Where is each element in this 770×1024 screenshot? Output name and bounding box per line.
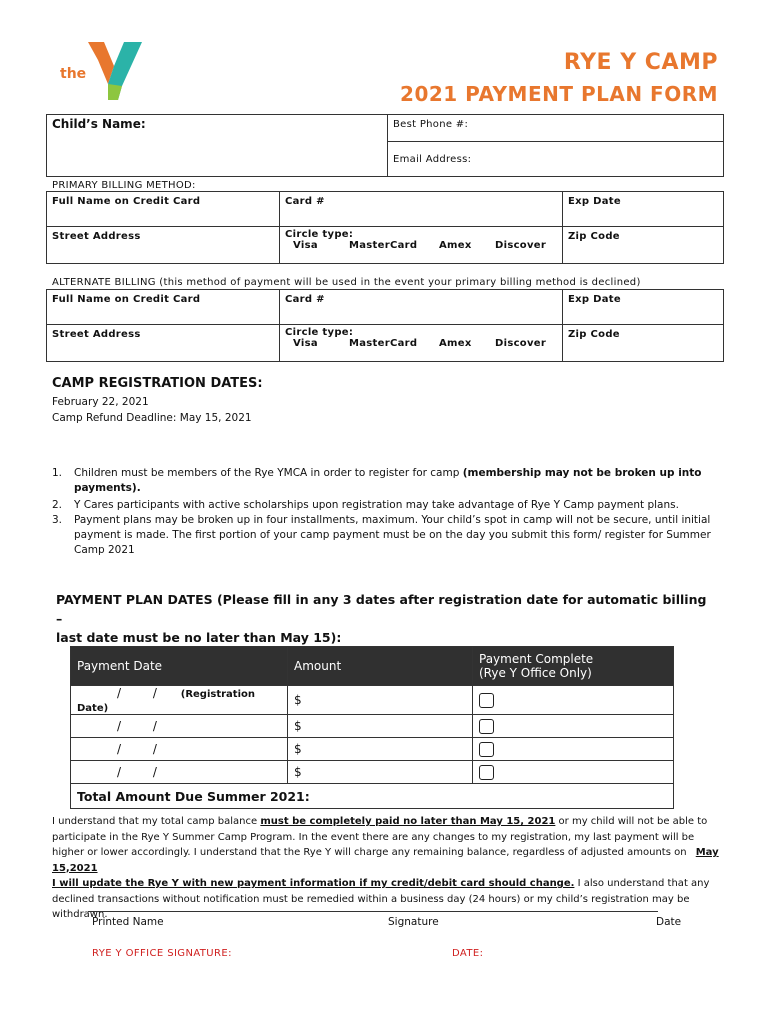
rule-item: 1. Children must be members of the Rye YMCA in order to register for camp (membership may not be broken up into payments). xyxy=(52,467,702,494)
alternate-type-mastercard[interactable]: MasterCard xyxy=(349,338,418,349)
rule-item: 2. Y Cares participants with active scholarships upon registration may take advantage of Rye Y Camp payment plans. xyxy=(52,499,679,511)
email-label: Email Address: xyxy=(393,154,472,165)
contact-table xyxy=(46,114,724,177)
alternate-name-label: Full Name on Credit Card xyxy=(52,294,201,305)
payment-table xyxy=(70,646,674,809)
amount-field-1[interactable]: $ xyxy=(288,686,473,715)
primary-circle-label: Circle type: xyxy=(285,229,354,240)
primary-type-visa[interactable]: Visa xyxy=(293,240,318,251)
alternate-billing-table xyxy=(46,289,724,362)
primary-type-discover[interactable]: Discover xyxy=(495,240,547,251)
complete-checkbox-1[interactable] xyxy=(479,693,494,708)
primary-name-label: Full Name on Credit Card xyxy=(52,196,201,207)
child-name-label: Child’s Name: xyxy=(52,117,146,131)
payment-plan-heading: PAYMENT PLAN DATES (Please fill in any 3 dates after registration date for automatic billing – last date must be no later than May 15): xyxy=(56,592,707,645)
total-amount-field[interactable] xyxy=(71,784,674,809)
alternate-card-type-field[interactable] xyxy=(280,325,563,362)
office-signature-label: RYE Y OFFICE SIGNATURE: xyxy=(92,948,232,959)
alternate-circle-label: Circle type: xyxy=(285,327,354,338)
printed-name-label: Printed Name xyxy=(92,916,164,928)
alternate-card-field[interactable] xyxy=(280,290,563,325)
alternate-billing-label: ALTERNATE BILLING (this method of payment will be used in the event your primary billing method is declined) xyxy=(52,277,641,288)
primary-type-mastercard[interactable]: MasterCard xyxy=(349,240,418,251)
signature-label: Signature xyxy=(388,916,439,928)
complete-cell-1 xyxy=(473,686,674,715)
primary-billing-table xyxy=(46,191,724,264)
registration-heading: CAMP REGISTRATION DATES: xyxy=(52,376,263,391)
payment-date-field-4[interactable]: / / xyxy=(71,761,288,784)
amount-field-4[interactable]: $ xyxy=(288,761,473,784)
total-row xyxy=(71,784,674,809)
child-name-field[interactable] xyxy=(47,115,388,177)
payment-table-header xyxy=(71,647,674,686)
payment-date-field-2[interactable]: / / xyxy=(71,715,288,738)
primary-card-field[interactable] xyxy=(280,192,563,227)
primary-zip-label: Zip Code xyxy=(568,231,620,242)
complete-cell-3 xyxy=(473,738,674,761)
phone-field[interactable] xyxy=(388,115,724,142)
table-row xyxy=(71,761,674,784)
alternate-type-amex[interactable]: Amex xyxy=(439,338,472,349)
primary-exp-field[interactable] xyxy=(563,192,724,227)
alternate-zip-label: Zip Code xyxy=(568,329,620,340)
complete-cell-2 xyxy=(473,715,674,738)
col-amount: Amount xyxy=(288,647,473,686)
table-row xyxy=(71,738,674,761)
refund-deadline: Camp Refund Deadline: May 15, 2021 xyxy=(52,412,252,424)
primary-card-type-field[interactable] xyxy=(280,227,563,264)
alternate-exp-field[interactable] xyxy=(563,290,724,325)
registration-date: February 22, 2021 xyxy=(52,396,149,408)
agreement-text: I understand that my total camp balance must be completely paid no later than May 15, 2021 or my child will not be able to participate in the Rye Y Summer Camp Program. In the event there are any changes to my registration, my last payment will be higher or lower accordingly. I understand that the Rye Y will charge any remaining balance, regardless of adjusted amounts on May 15,2021 I will update the Rye Y with new payment information if my credit/debit card should change. I also understand that any declined transactions without notification must be remedied within a business day (24 hours) or my child’s registration may be withdrawn. xyxy=(52,816,719,920)
complete-cell-4 xyxy=(473,761,674,784)
payment-date-field-3[interactable]: / / xyxy=(71,738,288,761)
complete-checkbox-4[interactable] xyxy=(479,765,494,780)
payment-date-field-1[interactable]: / / (Registration Date) xyxy=(71,686,288,715)
alternate-card-label: Card # xyxy=(285,294,325,305)
primary-type-amex[interactable]: Amex xyxy=(439,240,472,251)
primary-card-label: Card # xyxy=(285,196,325,207)
amount-field-2[interactable]: $ xyxy=(288,715,473,738)
table-row xyxy=(71,686,674,715)
table-row xyxy=(71,715,674,738)
complete-checkbox-2[interactable] xyxy=(479,719,494,734)
alternate-name-field[interactable] xyxy=(47,290,280,325)
alternate-zip-field[interactable] xyxy=(563,325,724,362)
primary-zip-field[interactable] xyxy=(563,227,724,264)
total-label: Total Amount Due Summer 2021: xyxy=(77,788,310,804)
alternate-street-field[interactable] xyxy=(47,325,280,362)
primary-billing-label: PRIMARY BILLING METHOD: xyxy=(52,180,196,191)
date-label: Date xyxy=(656,916,682,928)
rules-list xyxy=(52,466,722,558)
phone-label: Best Phone #: xyxy=(393,119,469,130)
rule-item: 3. Payment plans may be broken up in four installments, maximum. Your child’s spot in camp will not be secure, until initial payment is made. The first portion of your camp payment must be on the day you submit this form/ register for Summer Camp 2021 xyxy=(52,514,711,556)
primary-exp-label: Exp Date xyxy=(568,196,621,207)
alternate-type-visa[interactable]: Visa xyxy=(293,338,318,349)
complete-checkbox-3[interactable] xyxy=(479,742,494,757)
signature-line[interactable] xyxy=(88,911,658,912)
col-payment-complete: Payment Complete (Rye Y Office Only) xyxy=(473,647,674,686)
alternate-exp-label: Exp Date xyxy=(568,294,621,305)
primary-street-field[interactable] xyxy=(47,227,280,264)
primary-name-field[interactable] xyxy=(47,192,280,227)
ymca-logo xyxy=(52,36,144,104)
form-subtitle: 2021 PAYMENT PLAN FORM xyxy=(400,82,718,106)
svg-text:the: the xyxy=(60,66,87,82)
email-field[interactable] xyxy=(388,142,724,177)
col-payment-date: Payment Date xyxy=(71,647,288,686)
primary-street-label: Street Address xyxy=(52,231,141,242)
amount-field-3[interactable]: $ xyxy=(288,738,473,761)
office-date-label: DATE: xyxy=(452,948,484,959)
registration-date-note: (Registration Date) xyxy=(77,689,255,714)
alternate-street-label: Street Address xyxy=(52,329,141,340)
form-title: RYE Y CAMP xyxy=(563,50,718,75)
alternate-type-discover[interactable]: Discover xyxy=(495,338,547,349)
